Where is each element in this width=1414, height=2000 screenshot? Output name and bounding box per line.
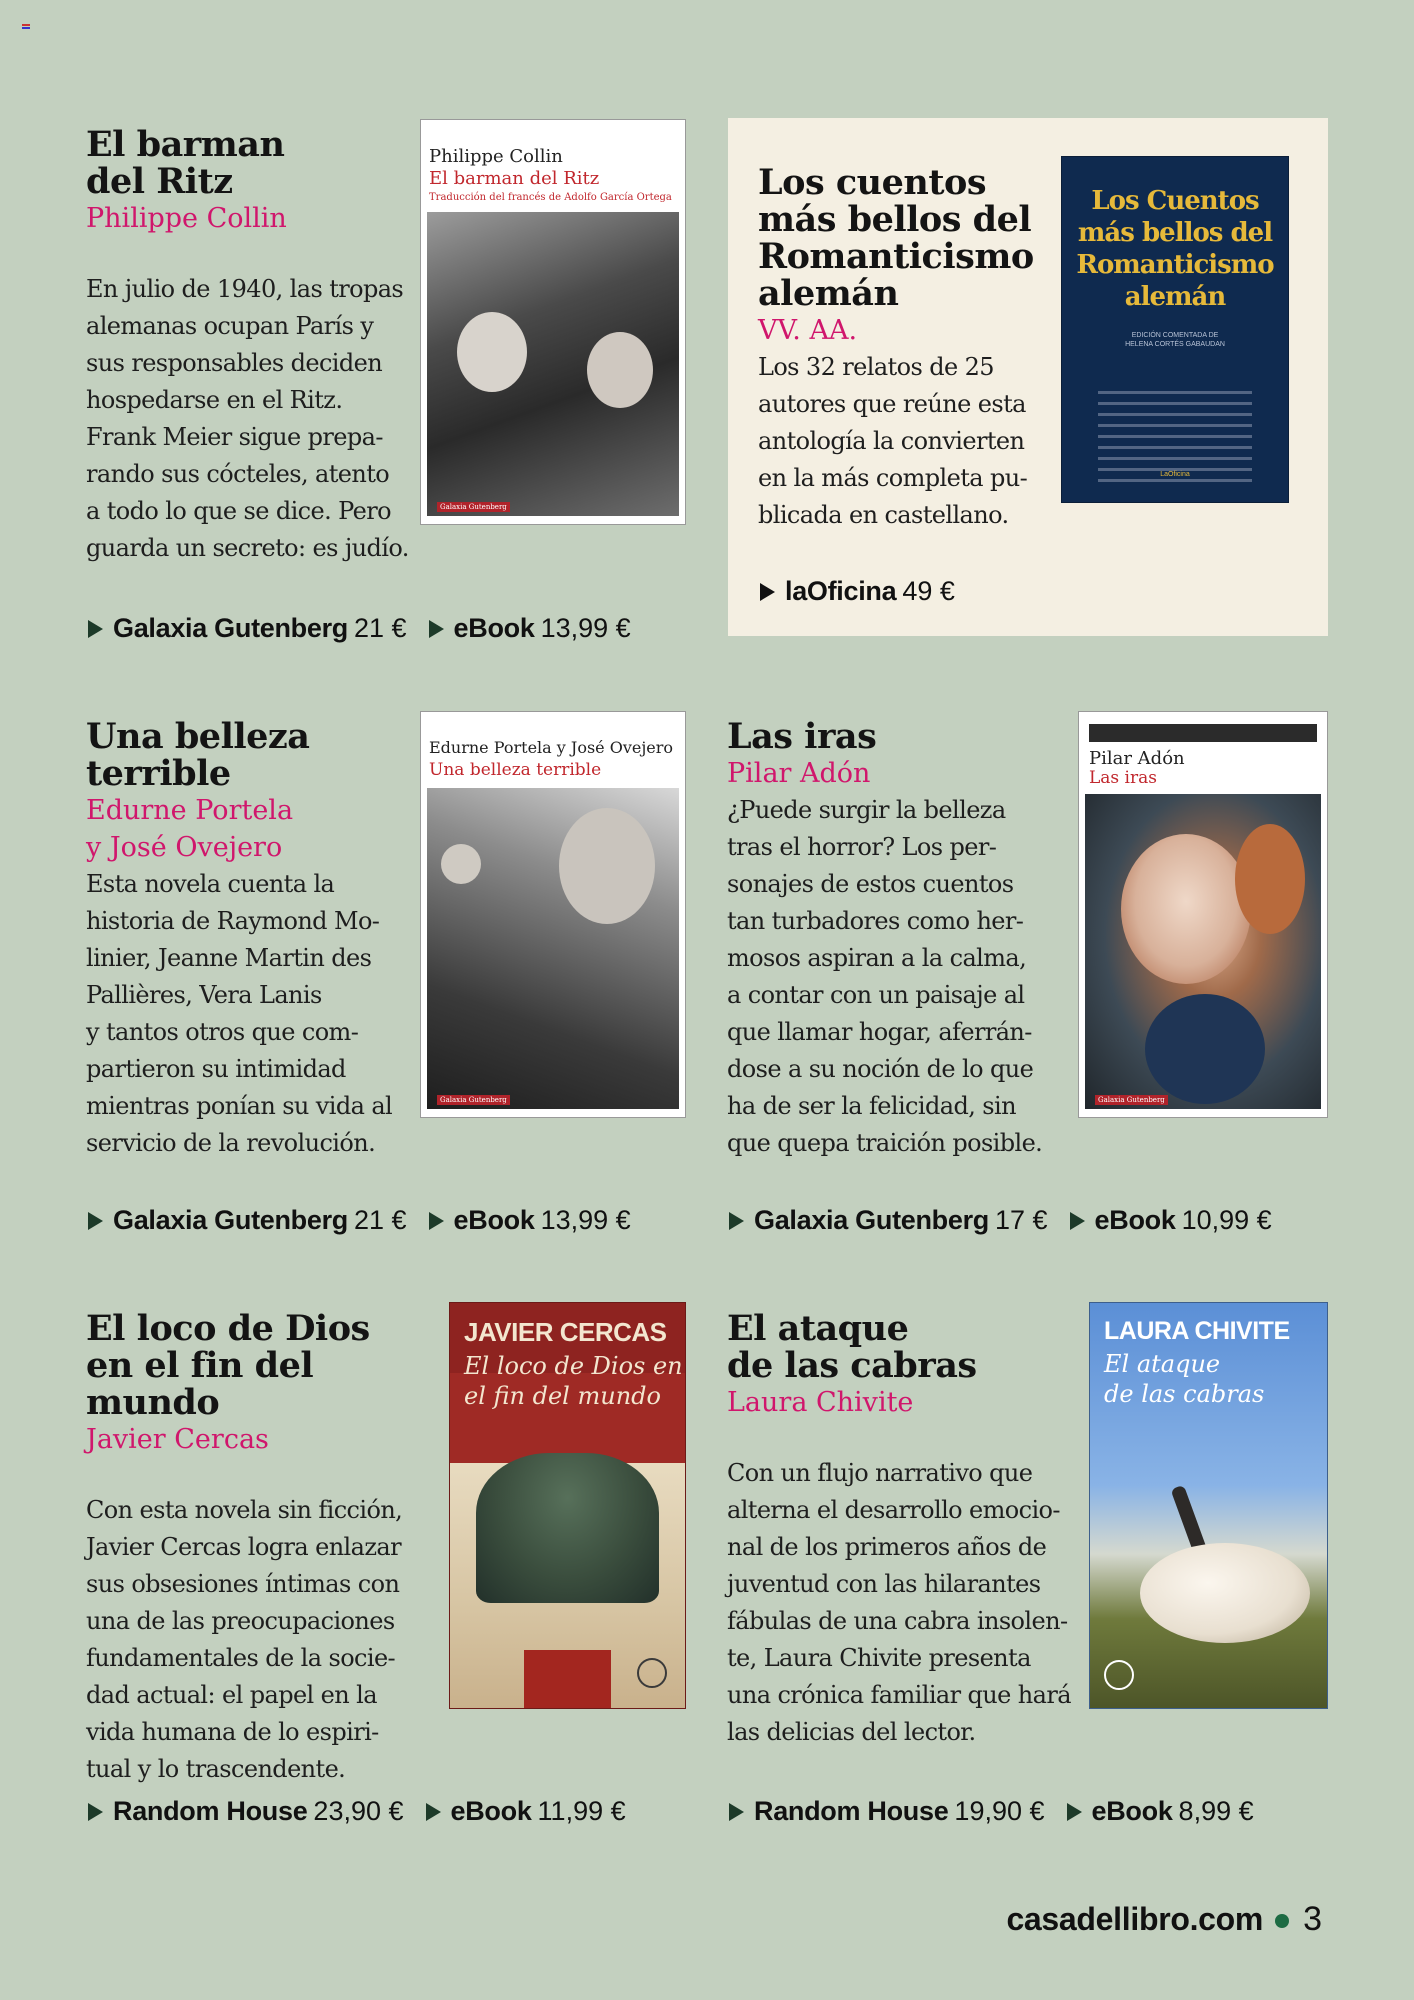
book-cover[interactable] bbox=[449, 1302, 686, 1709]
cover-goat bbox=[1140, 1543, 1310, 1643]
play-icon bbox=[429, 1212, 444, 1230]
book-cover[interactable] bbox=[1078, 711, 1328, 1118]
book-card bbox=[727, 1310, 1087, 1751]
price-item[interactable]: eBook 10,99 € bbox=[1070, 1205, 1272, 1236]
book-title: El loco de Dios en el fin del mundo bbox=[86, 1308, 370, 1423]
cover-author: Philippe Collin bbox=[429, 146, 563, 167]
play-icon bbox=[729, 1803, 744, 1821]
cover-edition: EDICIÓN COMENTADA DE HELENA CORTÉS GABAUDAN bbox=[1125, 332, 1225, 348]
price-row bbox=[760, 576, 955, 607]
cover-author: JAVIER CERCAS bbox=[464, 1317, 667, 1347]
play-icon bbox=[1067, 1803, 1082, 1821]
book-card bbox=[758, 164, 1058, 534]
book-author: Edurne Portela y José Ovejero bbox=[86, 795, 294, 863]
book-card bbox=[86, 1310, 446, 1788]
cover-author: Edurne Portela y José Ovejero bbox=[429, 738, 674, 757]
play-icon bbox=[426, 1803, 441, 1821]
cover-title: El loco de Dios en el fin del mundo bbox=[464, 1352, 683, 1410]
play-icon bbox=[1070, 1212, 1085, 1230]
cover-bar bbox=[1089, 724, 1317, 742]
book-cover[interactable] bbox=[420, 711, 686, 1118]
cover-title: Una belleza terrible bbox=[429, 760, 602, 780]
book-author: Laura Chivite bbox=[727, 1387, 914, 1418]
price-item[interactable]: Galaxia Gutenberg 21 € bbox=[88, 1205, 407, 1236]
play-icon bbox=[760, 583, 775, 601]
page-number: 3 bbox=[1303, 1900, 1322, 1938]
price-row bbox=[88, 613, 631, 644]
price-item[interactable]: laOficina 49 € bbox=[760, 576, 955, 607]
price-item[interactable]: Random House 19,90 € bbox=[729, 1796, 1045, 1827]
price-item[interactable]: eBook 13,99 € bbox=[429, 1205, 631, 1236]
cover-author: LAURA CHIVITE bbox=[1104, 1317, 1290, 1345]
book-title: Las iras bbox=[727, 716, 877, 757]
price-item[interactable]: eBook 11,99 € bbox=[426, 1796, 626, 1827]
price-item[interactable]: eBook 8,99 € bbox=[1067, 1796, 1254, 1827]
cover-imprint: LaOficina bbox=[1160, 471, 1190, 478]
flag-icon bbox=[22, 24, 30, 29]
book-title: Una belleza terrible bbox=[86, 716, 310, 794]
book-author: Pilar Adón bbox=[727, 758, 871, 789]
book-cover[interactable] bbox=[1089, 1302, 1328, 1709]
play-icon bbox=[88, 1212, 103, 1230]
book-title: El barman del Ritz bbox=[86, 124, 285, 202]
book-description: ¿Puede surgir la belleza tras el horror? Los per- sonajes de estos cuentos tan turbadores como her- mosos aspiran a la calma, a contar con un paisaje al que llamar hogar, aferrán- dose a su noción de lo que ha de ser la felicidad, sin que quepa traición posible. bbox=[727, 796, 1043, 1157]
price-row bbox=[88, 1796, 626, 1827]
book-description: Con un flujo narrativo que alterna el desarrollo emocio- nal de los primeros años de juventud con las hilarantes fábulas de una cabra insolen- te, Laura Chivite presenta una crónica familiar que hará las delicias del lector. bbox=[727, 1459, 1071, 1746]
book-description: Los 32 relatos de 25 autores que reúne esta antología la convierten en la más completa pu- blicada en castellano. bbox=[758, 353, 1028, 529]
cover-figure bbox=[476, 1453, 659, 1603]
book-author: VV. AA. bbox=[758, 315, 858, 346]
cover-subtitle: Traducción del francés de Adolfo García Ortega bbox=[429, 192, 672, 203]
play-icon bbox=[88, 1803, 103, 1821]
price-item[interactable]: Galaxia Gutenberg 17 € bbox=[729, 1205, 1048, 1236]
cover-title: Los Cuentos más bellos del Romanticismo alemán bbox=[1076, 186, 1274, 312]
book-cover[interactable] bbox=[1061, 156, 1289, 503]
price-item[interactable]: eBook 13,99 € bbox=[429, 613, 631, 644]
bullet-icon bbox=[1275, 1914, 1289, 1928]
book-author: Javier Cercas bbox=[86, 1424, 269, 1455]
cover-imprint: Galaxia Gutenberg bbox=[1095, 1095, 1168, 1105]
book-description: En julio de 1940, las tropas alemanas ocupan París y sus responsables deciden hospedarse en el Ritz. Frank Meier sigue prepa- rando sus cócteles, atento a todo lo que se dice. Pero guarda un secreto: es judío. bbox=[86, 275, 409, 562]
book-cover[interactable] bbox=[420, 119, 686, 525]
book-card bbox=[86, 718, 426, 1162]
play-icon bbox=[88, 620, 103, 638]
play-icon bbox=[429, 620, 444, 638]
cover-photo bbox=[427, 788, 679, 1109]
price-item[interactable]: Random House 23,90 € bbox=[88, 1796, 404, 1827]
book-description: Esta novela cuenta la historia de Raymond Mo- linier, Jeanne Martin des Pallières, Vera Lanis y tantos otros que com- partieron su intimidad mientras ponían su vida al servicio de la revolución. bbox=[86, 870, 393, 1157]
book-description: Con esta novela sin ficción, Javier Cercas logra enlazar sus obsesiones íntimas con una de las preocupaciones fundamentales de la socie- dad actual: el papel en la vida humana de lo espiri- tual y lo trascendente. bbox=[86, 1496, 403, 1783]
price-row bbox=[88, 1205, 631, 1236]
price-item[interactable]: Galaxia Gutenberg 21 € bbox=[88, 613, 407, 644]
cover-title: Las iras bbox=[1089, 768, 1157, 788]
publisher-logo-icon bbox=[637, 1658, 667, 1688]
cover-title: El ataque de las cabras bbox=[1104, 1350, 1265, 1408]
book-title: El ataque de las cabras bbox=[727, 1308, 977, 1386]
book-card bbox=[727, 718, 1067, 1162]
cover-carpet bbox=[524, 1650, 611, 1708]
site-link[interactable]: casadellibro.com bbox=[1006, 1901, 1264, 1937]
cover-imprint: Galaxia Gutenberg bbox=[437, 502, 510, 512]
book-title: Los cuentos más bellos del Romanticismo alemán bbox=[758, 162, 1034, 314]
book-card bbox=[86, 126, 426, 567]
cover-photo bbox=[427, 212, 679, 516]
cover-imprint: Galaxia Gutenberg bbox=[437, 1095, 510, 1105]
publisher-logo-icon bbox=[1104, 1660, 1134, 1690]
cover-title: El barman del Ritz bbox=[429, 168, 600, 189]
play-icon bbox=[729, 1212, 744, 1230]
page-footer bbox=[1006, 1900, 1322, 1939]
price-row bbox=[729, 1205, 1272, 1236]
cover-author: Pilar Adón bbox=[1089, 748, 1185, 769]
book-author: Philippe Collin bbox=[86, 203, 287, 234]
price-row bbox=[729, 1796, 1254, 1827]
cover-photo bbox=[1085, 794, 1321, 1109]
